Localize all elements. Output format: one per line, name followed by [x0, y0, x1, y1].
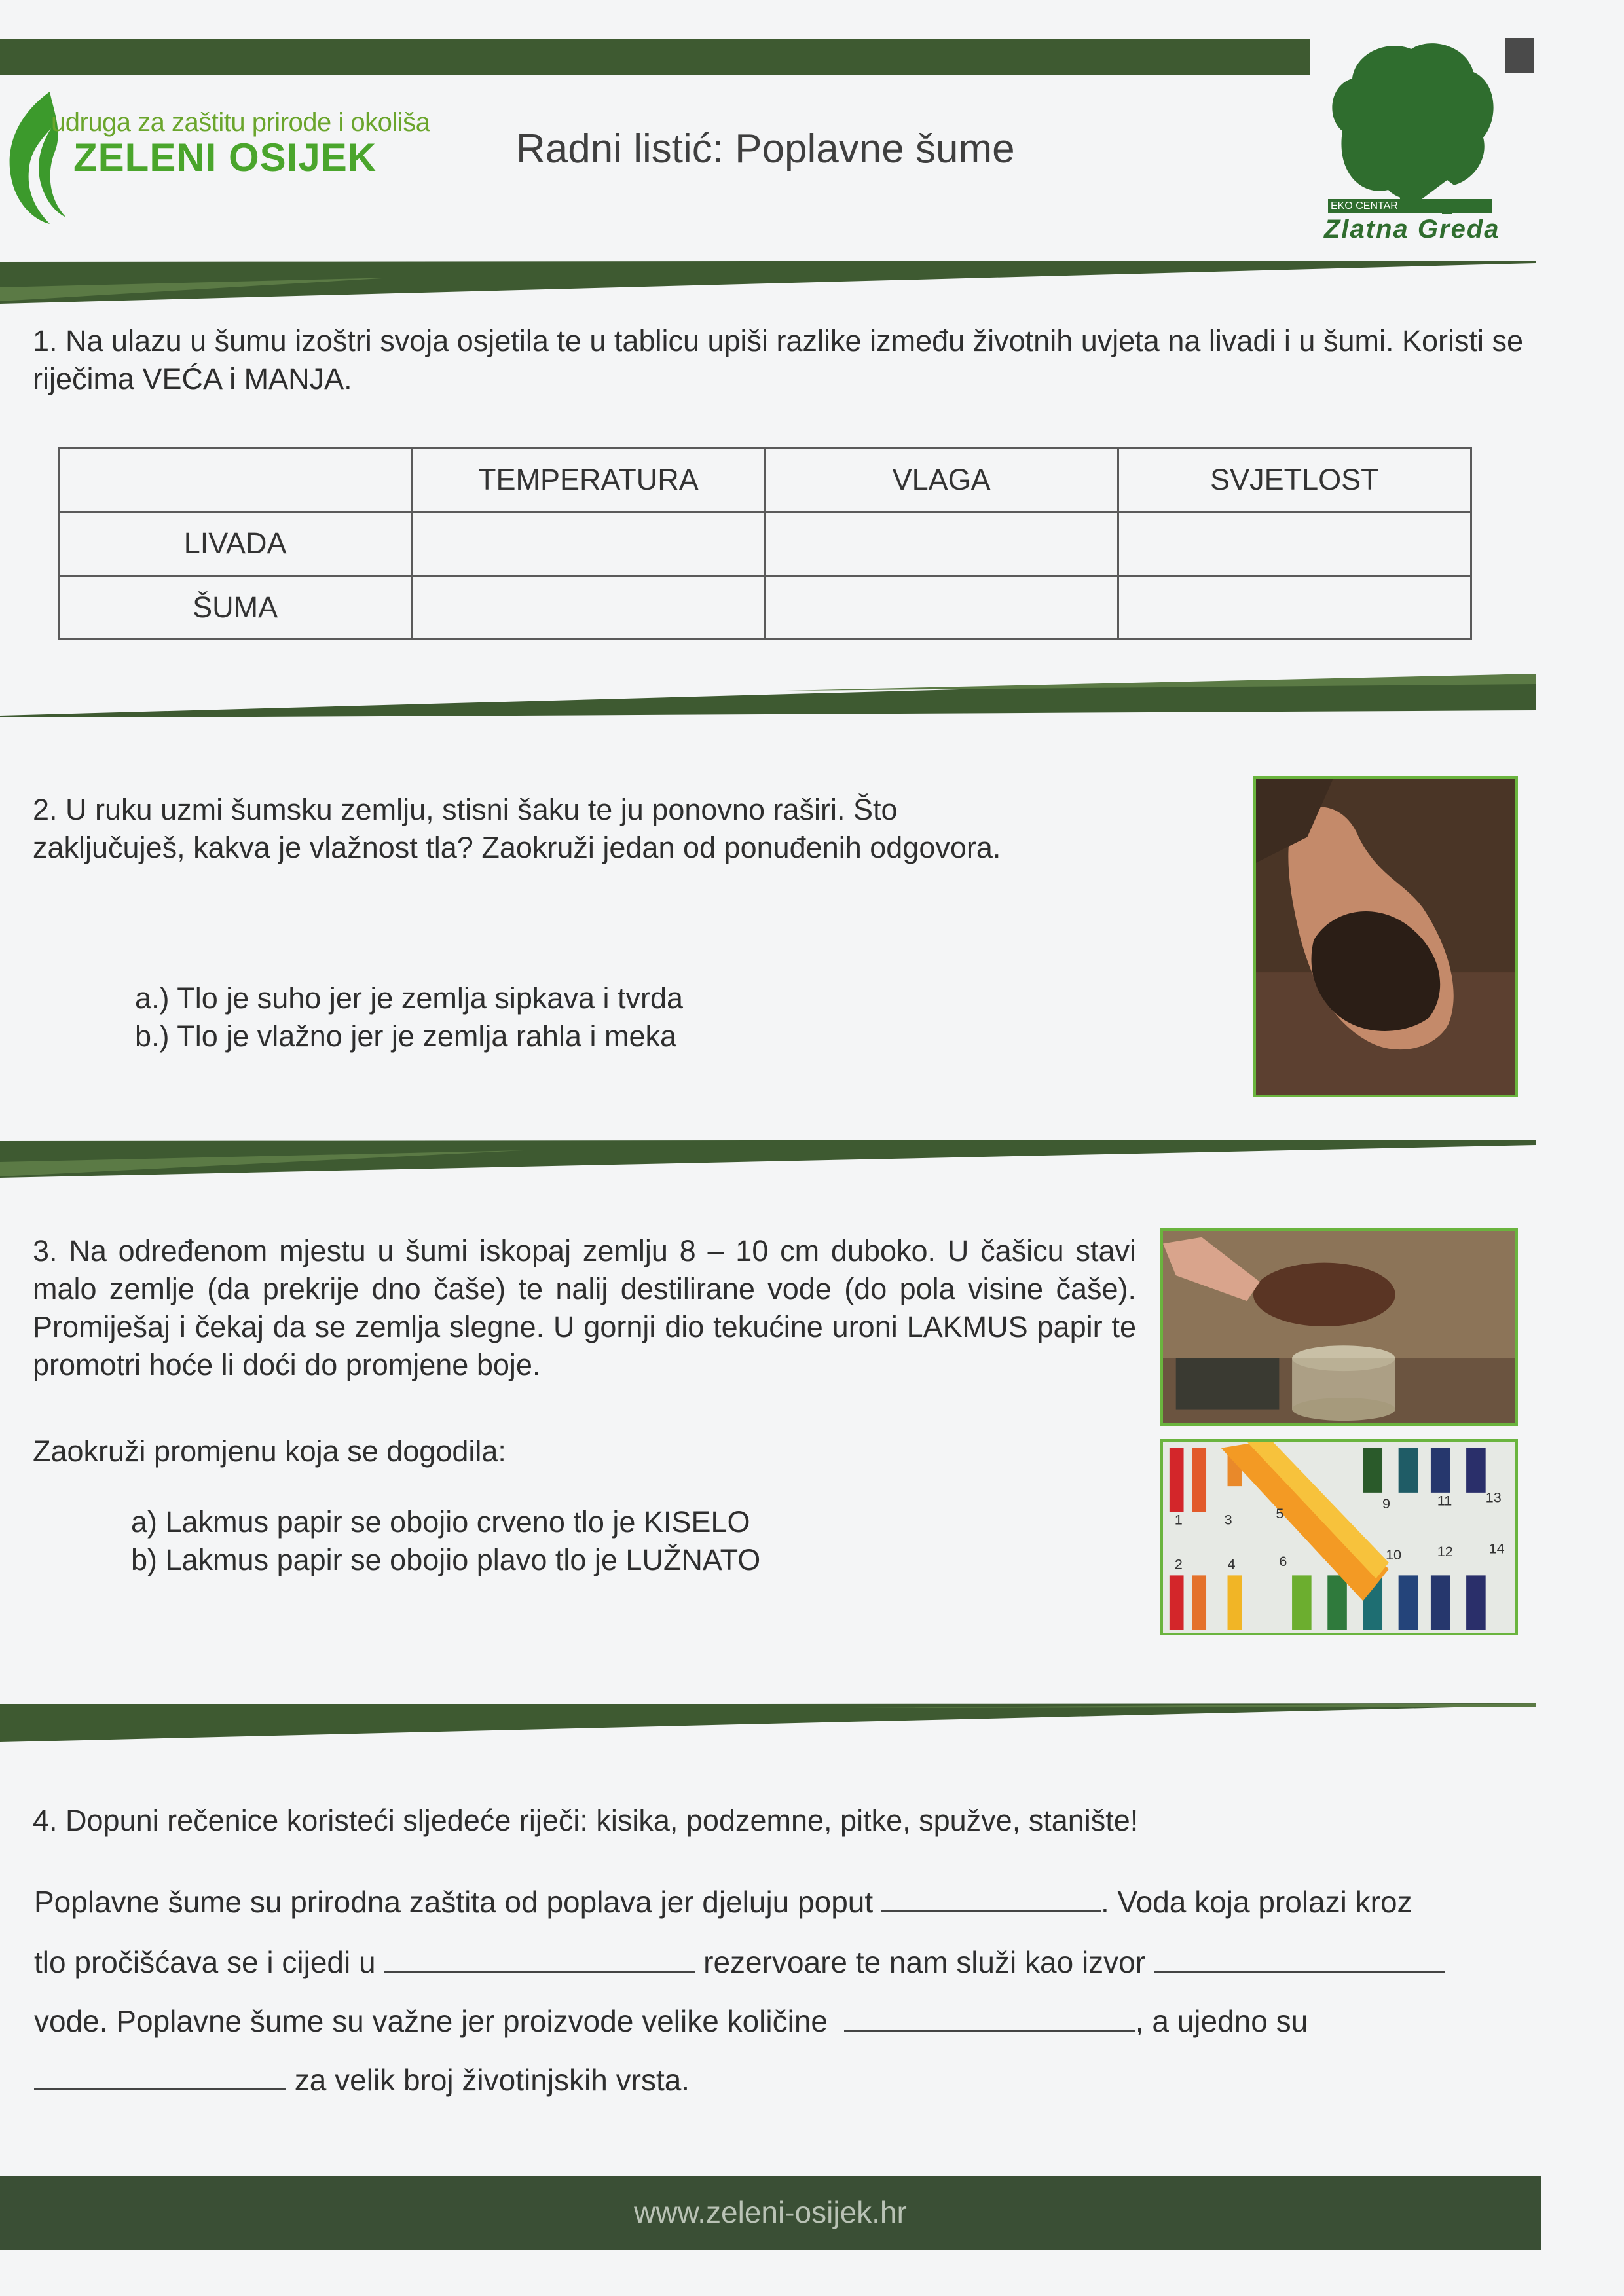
- page-title: Radni listić: Poplavne šume: [516, 126, 1015, 172]
- section-divider-4: [0, 1699, 1536, 1745]
- option-b[interactable]: b) Lakmus papir se obojio plavo tlo je LUŽNATO: [131, 1543, 761, 1576]
- zlatna-greda-label: Zlatna Greda: [1324, 215, 1500, 244]
- sentence-part: Poplavne šume su prirodna zaštita od poplava jer djeluju poput: [34, 1885, 874, 1919]
- blank-spuzve[interactable]: [881, 1882, 1101, 1912]
- ph-label: 14: [1488, 1540, 1505, 1557]
- question-3-text: 3. Na određenom mjestu u šumi iskopaj zemlju 8 – 10 cm duboko. U čašicu stavi malo zemlje (da prekrije dno čaše) te nalij destilirane vode (do pola visine čaše). Promiješaj i čekaj da se zemlja slegne. U gornji dio tekućine uroni LAKMUS papir te promotri hoće li doći do promjene boje.: [33, 1234, 1136, 1381]
- table-header-temperature: TEMPERATURA: [412, 448, 765, 512]
- blank-kisika[interactable]: [844, 2001, 1135, 2032]
- litmus-ph-strips-photo: [1160, 1439, 1518, 1635]
- ph-label: 9: [1382, 1496, 1391, 1512]
- sentence-part: rezervoare te nam služi kao izvor: [703, 1945, 1146, 1979]
- table-row-label-forest: ŠUMA: [59, 575, 412, 639]
- header-top-bar: [0, 39, 1310, 75]
- section-divider-2: [0, 671, 1536, 717]
- table-input-cell[interactable]: [765, 575, 1118, 639]
- table-input-cell[interactable]: [765, 512, 1118, 575]
- fill-line-1: [34, 1882, 1491, 1922]
- ph-label: 11: [1437, 1493, 1452, 1509]
- soil-sample-photo: [1160, 1228, 1518, 1426]
- sentence-part: , a ujedno su: [1135, 2004, 1308, 2038]
- ph-label: 4: [1227, 1556, 1236, 1573]
- question-4-text: 4. Dopuni rečenice koristeći sljedeće riječi: kisika, podzemne, pitke, spužve, stanište!: [33, 1804, 1139, 1837]
- fill-line-4: [34, 2060, 1491, 2100]
- option-b[interactable]: b.) Tlo je vlažno jer je zemlja rahla i meka: [135, 1019, 677, 1053]
- sentence-part: . Voda koja prolazi kroz: [1100, 1885, 1412, 1919]
- section-divider-3: [0, 1136, 1536, 1182]
- ph-label: 2: [1174, 1556, 1183, 1573]
- ph-label: 3: [1224, 1512, 1232, 1528]
- conditions-table: [58, 447, 1472, 640]
- table-input-cell[interactable]: [1118, 512, 1471, 575]
- section-divider-1: [0, 251, 1536, 304]
- ph-label: 13: [1485, 1489, 1502, 1506]
- blank-staniste[interactable]: [34, 2060, 286, 2090]
- table-header-humidity: VLAGA: [765, 448, 1118, 512]
- sentence-part: vode. Poplavne šume su važne jer proizvode velike količine: [34, 2004, 828, 2038]
- table-input-cell[interactable]: [412, 512, 765, 575]
- org-name: ZELENI OSIJEK: [73, 136, 377, 179]
- ph-label: 10: [1385, 1547, 1402, 1563]
- table-input-cell[interactable]: [1118, 575, 1471, 639]
- soil-in-hand-photo: [1253, 776, 1518, 1097]
- blank-podzemne[interactable]: [384, 1942, 695, 1973]
- question-3-prompt: Zaokruži promjenu koja se dogodila:: [33, 1434, 506, 1468]
- table-input-cell[interactable]: [412, 575, 765, 639]
- table-corner-cell: [59, 448, 412, 512]
- ph-label: 6: [1279, 1553, 1287, 1569]
- footer-website-link[interactable]: www.zeleni-osijek.hr: [634, 2195, 907, 2229]
- fill-line-3: [34, 2001, 1491, 2041]
- eko-centar-label: EKO CENTAR: [1328, 199, 1492, 213]
- sentence-part: tlo pročišćava se i cijedi u: [34, 1945, 376, 1979]
- question-3-options: [131, 1503, 760, 1579]
- ph-label: 1: [1174, 1512, 1183, 1528]
- org-tagline: udruga za zaštitu prirode i okoliša: [51, 108, 430, 137]
- option-a[interactable]: a) Lakmus papir se obojio crveno tlo je KISELO: [131, 1505, 750, 1539]
- question-1-text: 1. Na ulazu u šumu izoštri svoja osjetila te u tablicu upiši razlike između životnih uvjeta na livadi i u šumi. Koristi se riječima VEĆA i MANJA.: [33, 324, 1524, 395]
- ph-label: 5: [1276, 1505, 1284, 1522]
- fill-line-2: [34, 1942, 1491, 1982]
- table-header-light: SVJETLOST: [1118, 448, 1471, 512]
- table-row-label-meadow: LIVADA: [59, 512, 412, 575]
- question-2-text: 2. U ruku uzmi šumsku zemlju, stisni šaku te ju ponovno raširi. Što zaključuješ, kakva je vlažnost tla? Zaokruži jedan od ponuđenih odgovora.: [33, 793, 1001, 864]
- ph-label: 12: [1437, 1544, 1453, 1560]
- sentence-part: za velik broj životinjskih vrsta.: [294, 2063, 690, 2097]
- corner-marker: [1505, 38, 1534, 73]
- blank-pitke[interactable]: [1154, 1942, 1445, 1973]
- option-a[interactable]: a.) Tlo je suho jer je zemlja sipkava i tvrda: [135, 981, 684, 1015]
- question-2-options: [135, 979, 683, 1055]
